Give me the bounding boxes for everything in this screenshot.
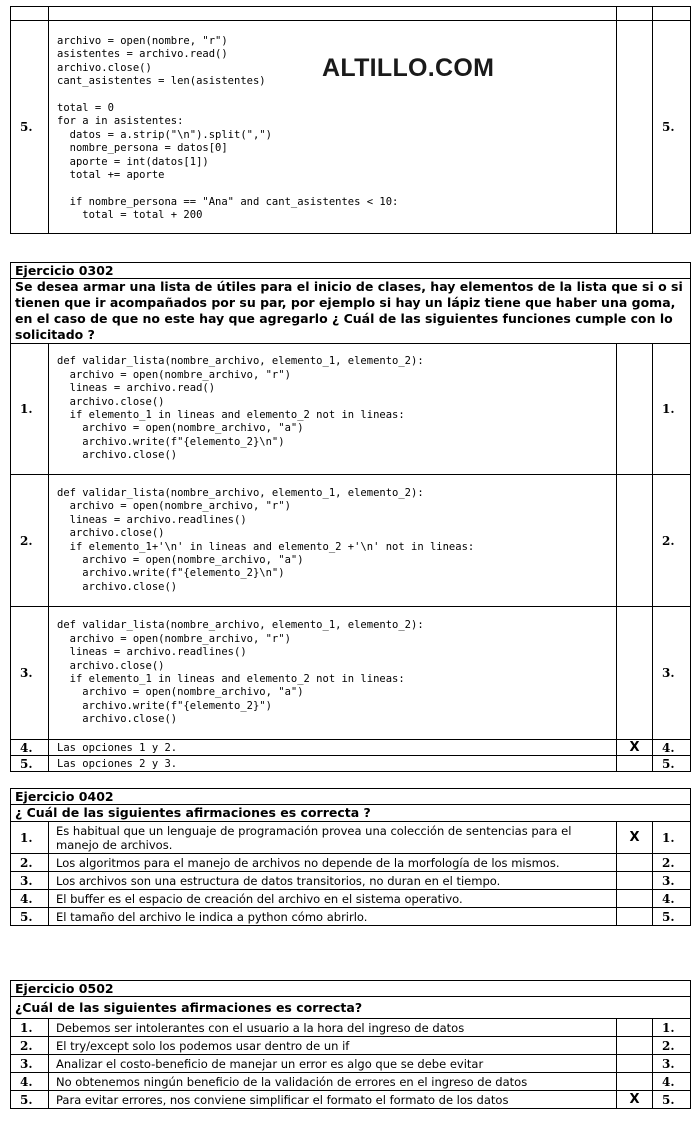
option-text: El try/except solo los podemos usar dentro de un if bbox=[49, 1037, 617, 1055]
answer-mark bbox=[617, 890, 653, 908]
exercise-title: Ejercicio 0502 bbox=[11, 981, 691, 997]
code-snippet: archivo = open(nombre, "r") asistentes = archivo.read() archivo.close() cant_asistentes = len(asistentes) total = 0 for a in asistentes: datos = a.strip("\n").split(",") nombre_persona = datos[0] aporte = int(datos[1]) total += aporte if nombre_persona == "Ana" and cant_asistentes < 10: total = total + 200 bbox=[49, 21, 617, 234]
option-number: 3. bbox=[11, 607, 49, 740]
answer-mark bbox=[617, 872, 653, 890]
option-text: No obtenemos ningún beneficio de la validación de errores en el ingreso de datos bbox=[49, 1073, 617, 1091]
option-text: Los archivos son una estructura de datos transitorios, no duran en el tiempo. bbox=[49, 872, 617, 890]
question-text: Se desea armar una lista de útiles para el inicio de clases, hay elementos de la lista que si o si tienen que ir acompañados por su par, por ejemplo si hay un lápiz tiene que haber una goma, en el caso de que no este hay que agregarlo ¿ Cuál de las siguientes funciones cumple con lo solicitado ? bbox=[11, 279, 691, 344]
answer-mark bbox=[617, 1037, 653, 1055]
option-number-right: 1. bbox=[653, 1019, 691, 1037]
option-number-right: 5. bbox=[653, 756, 691, 772]
exercise-title: Ejercicio 0402 bbox=[11, 789, 691, 805]
option-code: def validar_lista(nombre_archivo, elemento_1, elemento_2): archivo = open(nombre_archivo, "r") lineas = archivo.readlines() archivo.close() if elemento_1+'\n' in lineas and elemento_2 +'\n' not in lineas: archivo = open(nombre_archivo, "a") archivo.write(f"{elemento_2}\n") archivo.close() bbox=[49, 475, 617, 607]
option-number-right: 4. bbox=[653, 890, 691, 908]
watermark-logo: ALTILLO.COM bbox=[322, 54, 495, 82]
option-number: 5. bbox=[11, 756, 49, 772]
answer-mark: X bbox=[617, 1091, 653, 1109]
answer-mark bbox=[617, 1019, 653, 1037]
exercise-0302-table bbox=[10, 262, 691, 772]
option-number: 1. bbox=[11, 1019, 49, 1037]
exercise-0502-table bbox=[10, 980, 691, 1109]
option-number: 3. bbox=[11, 872, 49, 890]
answer-mark bbox=[617, 607, 653, 740]
option-text: Analizar el costo-beneficio de manejar un error es algo que se debe evitar bbox=[49, 1055, 617, 1073]
option-number: 5. bbox=[11, 21, 49, 234]
option-number: 5. bbox=[11, 908, 49, 926]
option-number-right: 2. bbox=[653, 1037, 691, 1055]
option-text: Debemos ser intolerantes con el usuario a la hora del ingreso de datos bbox=[49, 1019, 617, 1037]
option-number-right: 3. bbox=[653, 1055, 691, 1073]
option-number: 2. bbox=[11, 854, 49, 872]
answer-mark bbox=[617, 854, 653, 872]
option-number: 1. bbox=[11, 822, 49, 854]
option-number-right: 5. bbox=[653, 908, 691, 926]
option-number: 4. bbox=[11, 740, 49, 756]
answer-mark bbox=[617, 475, 653, 607]
option-text: Para evitar errores, nos conviene simplificar el formato el formato de los datos bbox=[49, 1091, 617, 1109]
option-text: Es habitual que un lenguaje de programación provea una colección de sentencias para el manejo de archivos. bbox=[49, 822, 617, 854]
option-number: 5. bbox=[11, 1091, 49, 1109]
answer-mark bbox=[617, 21, 653, 234]
answer-mark bbox=[617, 1073, 653, 1091]
option-number-right: 1. bbox=[653, 344, 691, 475]
option-code: def validar_lista(nombre_archivo, elemento_1, elemento_2): archivo = open(nombre_archivo, "r") lineas = archivo.read() archivo.close() if elemento_1 in lineas and elemento_2 not in lineas: archivo = open(nombre_archivo, "a") archivo.write(f"{elemento_2}\n") archivo.close() bbox=[49, 344, 617, 475]
option-text: Los algoritmos para el manejo de archivos no depende de la morfología de los mismos. bbox=[49, 854, 617, 872]
option-number-right: 4. bbox=[653, 1073, 691, 1091]
option-number-right: 1. bbox=[653, 822, 691, 854]
answer-mark bbox=[617, 1055, 653, 1073]
option-number: 4. bbox=[11, 890, 49, 908]
exercise-0402-table bbox=[10, 788, 691, 926]
option-text: Las opciones 1 y 2. bbox=[49, 740, 617, 756]
top-code-table bbox=[10, 6, 691, 234]
answer-mark bbox=[617, 908, 653, 926]
option-number: 1. bbox=[11, 344, 49, 475]
answer-mark: X bbox=[617, 740, 653, 756]
option-text: El buffer es el espacio de creación del archivo en el sistema operativo. bbox=[49, 890, 617, 908]
option-number-right: 4. bbox=[653, 740, 691, 756]
option-code: def validar_lista(nombre_archivo, elemento_1, elemento_2): archivo = open(nombre_archivo, "r") lineas = archivo.readlines() archivo.close() if elemento_1 in lineas and elemento_2 not in lineas: archivo = open(nombre_archivo, "a") archivo.write(f"{elemento_2}") archivo.close() bbox=[49, 607, 617, 740]
answer-mark bbox=[617, 344, 653, 475]
option-number-right: 2. bbox=[653, 475, 691, 607]
option-number-right: 5. bbox=[653, 1091, 691, 1109]
option-number: 4. bbox=[11, 1073, 49, 1091]
option-number: 3. bbox=[11, 1055, 49, 1073]
option-number-right: 3. bbox=[653, 872, 691, 890]
answer-mark bbox=[617, 756, 653, 772]
option-number-right: 2. bbox=[653, 854, 691, 872]
option-number: 2. bbox=[11, 475, 49, 607]
question-text: ¿ Cuál de las siguientes afirmaciones es correcta ? bbox=[11, 805, 691, 822]
exercise-title: Ejercicio 0302 bbox=[11, 263, 691, 279]
option-number-right: 3. bbox=[653, 607, 691, 740]
option-number-right: 5. bbox=[653, 21, 691, 234]
question-text: ¿Cuál de las siguientes afirmaciones es correcta? bbox=[11, 997, 691, 1019]
option-text: El tamaño del archivo le indica a python cómo abrirlo. bbox=[49, 908, 617, 926]
answer-mark: X bbox=[617, 822, 653, 854]
option-text: Las opciones 2 y 3. bbox=[49, 756, 617, 772]
option-number: 2. bbox=[11, 1037, 49, 1055]
